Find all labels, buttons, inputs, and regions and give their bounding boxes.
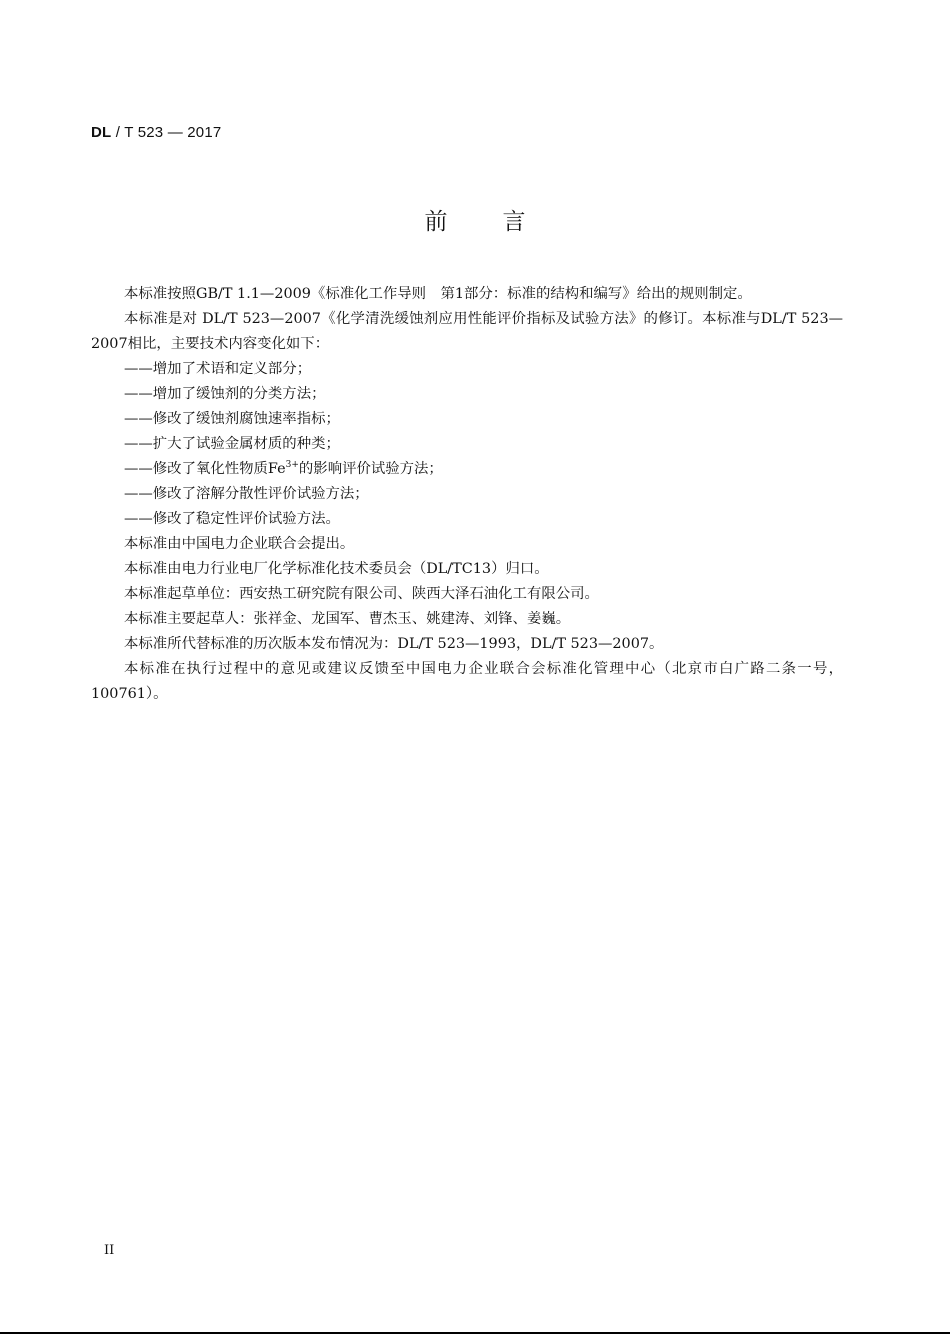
page-number: II [104,1243,115,1258]
change-item: ——修改了溶解分散性评价试验方法； [124,486,369,502]
change-item-fe-suffix: 的影响评价试验方法； [298,461,443,477]
change-item: ——增加了缓蚀剂的分类方法； [124,386,326,402]
change-item: ——修改了稳定性评价试验方法。 [124,511,340,527]
standard-code [91,124,221,141]
bottom-rule [0,1332,950,1334]
change-item-fe-text: ——修改了氧化性物质Fe [124,461,286,477]
paragraph-feedback: 本标准在执行过程中的意见或建议反馈至中国电力企业联合会标准化管理中心（北京市白广路二条一号，100761）。 [91,661,843,702]
paragraph-revision: 本标准是对 DL/T 523—2007《化学清洗缓蚀剂应用性能评价指标及试验方法》的修订。本标准与DL/T 523—2007相比，主要技术内容变化如下： [91,311,843,352]
paragraph-proposed-by: 本标准由中国电力企业联合会提出。 [124,536,355,552]
paragraph-managed-by: 本标准由电力行业电厂化学标准化技术委员会（DL/TC13）归口。 [124,561,549,577]
paragraph-rules: 本标准按照GB/T 1.1—2009《标准化工作导则 第1部分：标准的结构和编写》给出的规则制定。 [124,286,752,302]
paragraph-history: 本标准所代替标准的历次版本发布情况为：DL/T 523—1993，DL/T 523—2007。 [124,636,664,652]
paragraph-drafting-units: 本标准起草单位：西安热工研究院有限公司、陕西大泽石油化工有限公司。 [124,586,599,602]
change-item-fe [91,457,843,482]
paragraph-drafters: 本标准主要起草人：张祥金、龙国军、曹杰玉、姚建涛、刘锋、姜巍。 [124,611,571,627]
standard-code-prefix: DL [91,124,112,141]
change-item: ——修改了缓蚀剂腐蚀速率指标； [124,411,340,427]
foreword-body [91,282,843,707]
change-item: ——增加了术语和定义部分； [124,361,312,377]
standard-code-number: / T 523 — 2017 [111,124,222,141]
page-title: 前言 [424,209,581,235]
change-item: ——扩大了试验金属材质的种类； [124,436,340,452]
fe-superscript: 3+ [285,460,299,470]
